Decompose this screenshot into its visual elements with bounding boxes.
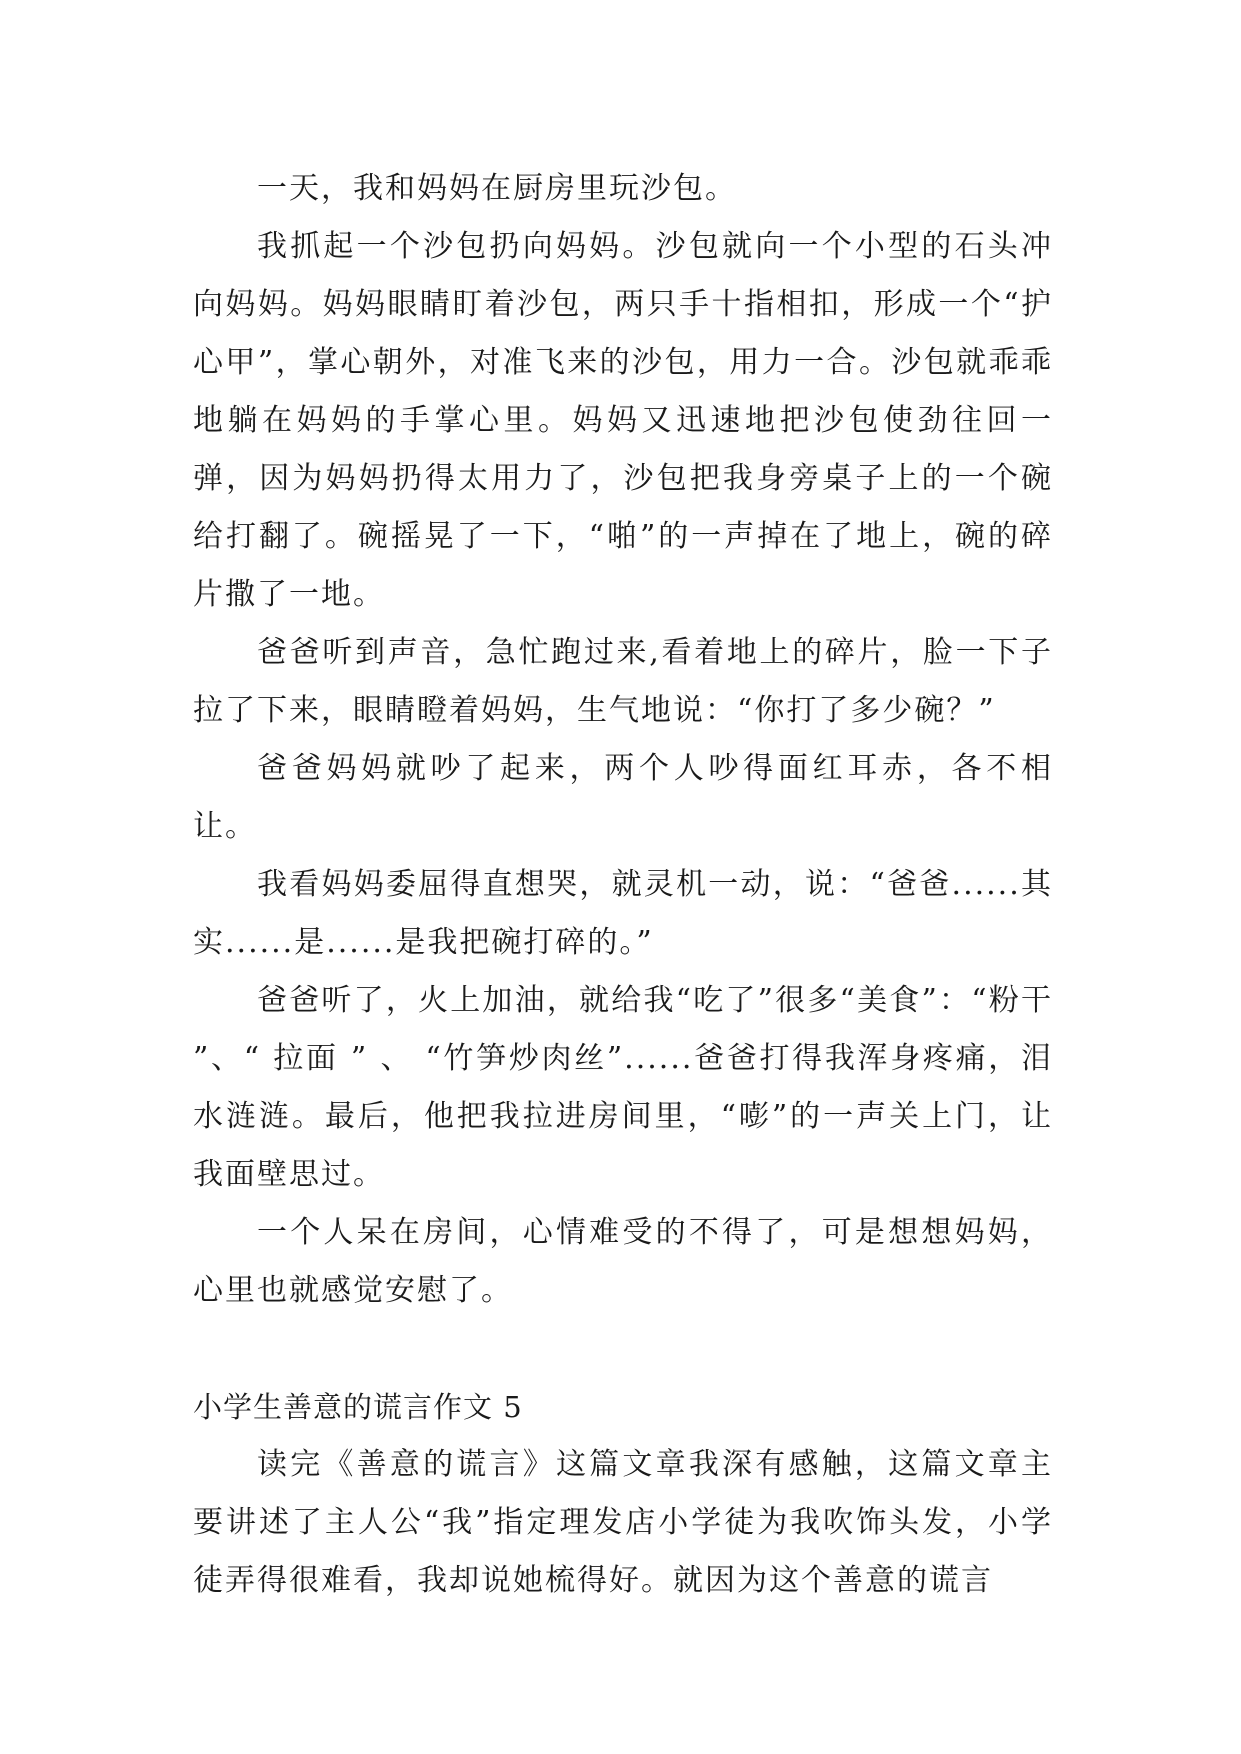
paragraph-2: 我抓起一个沙包扔向妈妈。沙包就向一个小型的石头冲向妈妈。妈妈眼睛盯着沙包，两只手十指相扣，形成一个“护心甲”，掌心朝外，对准飞来的沙包，用力一合。沙包就乖乖地躺在妈妈的手掌心里。妈妈又迅速地把沙包使劲往回一弹，因为妈妈扔得太用力了，沙包把我身旁桌子上的一个碗给打翻了。碗摇晃了一下，“啪”的一声掉在了地上，碗的碎片撒了一地。 (193, 229, 1053, 612)
paragraph-3: 爸爸听到声音，急忙跑过来,看着地上的碎片，脸一下子拉了下来，眼睛瞪着妈妈，生气地说：“你打了多少碗？” (193, 635, 1053, 728)
section-title: 小学生善意的谎言作文 5 (193, 1390, 523, 1424)
section-paragraph-1: 读完《善意的谎言》这篇文章我深有感触，这篇文章主要讲述了主人公“我”指定理发店小学徒为我吹饰头发，小学徒弄得很难看，我却说她梳得好。就因为这个善意的谎言 (193, 1447, 1053, 1598)
paragraph-4: 爸爸妈妈就吵了起来，两个人吵得面红耳赤，各不相让。 (193, 751, 1053, 844)
paragraph-1: 一天，我和妈妈在厨房里玩沙包。 (257, 171, 737, 206)
paragraph-5: 我看妈妈委屈得直想哭，就灵机一动，说：“爸爸......其实......是......是我把碗打碎的。” (193, 867, 1053, 960)
paragraph-7: 一个人呆在房间，心情难受的不得了，可是想想妈妈，心里也就感觉安慰了。 (193, 1215, 1053, 1308)
document-body (193, 160, 1053, 1610)
paragraph-6: 爸爸听了，火上加油，就给我“吃了”很多“美食”：“粉干 ”、“ 拉面 ” 、 “竹笋炒肉丝”......爸爸打得我浑身疼痛，泪水涟涟。最后，他把我拉进房间里，“嘭”的一声关上门，让我面壁思过。 (193, 983, 1053, 1192)
